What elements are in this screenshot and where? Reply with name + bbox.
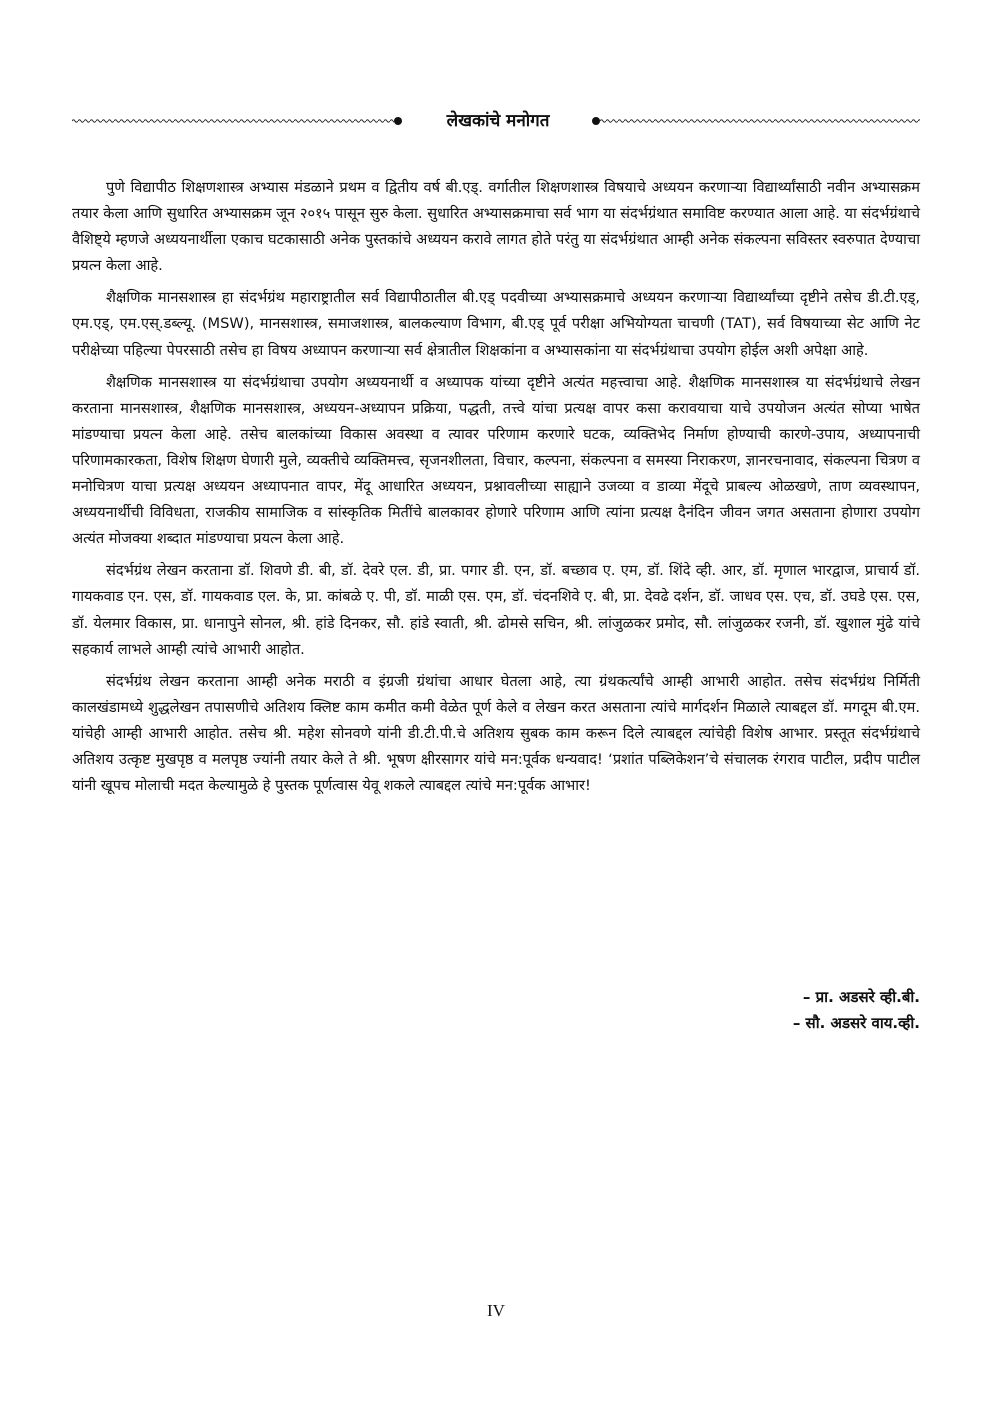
paragraph: संदर्भग्रंथ लेखन करताना आम्ही अनेक मराठी व इंग्रजी ग्रंथांचा आधार घेतला आहे, त्या ग्रंथकर्त्यांचे आम्ही आभारी आहोत. तसेच संदर्भग्रंथ निर्मिती कालखंडामध्ये शुद्धलेखन तपासणीचे अतिशय क्लिष्ट काम कमीत कमी वेळेत पूर्ण केले व लेखन करत असताना त्यांचे मार्गदर्शन मिळाले त्याबद्दल डॉ. मगदूम बी.एम. यांचेही आम्ही आभारी आहोत. तसेच श्री. महेश सोनवणे यांनी डी.टी.पी.चे अतिशय सुबक काम करून दिले त्याबद्दल त्यांचेही विशेष आभार. प्रस्तूत संदर्भग्रंथाचे अतिशय उत्कृष्ट मुखपृष्ठ व मलपृष्ठ ज्यांनी तयार केले ते श्री. भूषण क्षीरसागर यांचे मन:पूर्वक धन्यवाद! ‘प्रशांत पब्लिकेशन’चे संचालक रंगराव पाटील, प्रदीप पाटील यांनी खूपच मोलाची मदत केल्यामुळे हे पुस्तक पूर्णत्वास येवू शकले त्याबद्दल त्यांचे मन:पूर्वक आभार!	[72, 672, 920, 795]
paragraph: पुणे विद्यापीठ शिक्षणशास्त्र अभ्यास मंडळाने प्रथम व द्वितीय वर्ष बी.एड्. वर्गातील शिक्षणशास्त्र विषयाचे अध्ययन करणाऱ्या विद्यार्थ्यांसाठी नवीन अभ्यासक्रम तयार केला आणि सुधारित अभ्यासक्रम जून २०१५ पासून सुरु केला. सुधारित अभ्यासक्रमाचा सर्व भाग या संदर्भग्रंथात समाविष्ट करण्यात आला आहे. या संदर्भग्रंथाचे वैशिष्ट्ये म्हणजे अध्ययनार्थीला एकाच घटकासाठी अनेक पुस्तकांचे अध्ययन करावे लागत होते परंतु या संदर्भग्रंथात आम्ही अनेक संकल्पना सविस्तर स्वरुपात देण्याचा प्रयत्न केला आहे.	[72, 179, 920, 275]
page-number: IV	[487, 1301, 505, 1320]
paragraph: शैक्षणिक मानसशास्त्र हा संदर्भग्रंथ महाराष्ट्रातील सर्व विद्यापीठातील बी.एड् पदवीच्या अभ्यासक्रमाचे अध्ययन करणाऱ्या विद्यार्थ्यांच्या दृष्टीने तसेच डी.टी.एड्, एम.एड्, एम.एस्.डब्ल्यू. (MSW), मानसशास्त्र, समाजशास्त्र, बालकल्याण विभाग, बी.एड् पूर्व परीक्षा अभियोग्यता चाचणी (TAT), सर्व विषयाच्या सेट आणि नेट परीक्षेच्या पहिल्या पेपरसाठी तसेच हा विषय अध्यापन करणाऱ्या सर्व क्षेत्रातील शिक्षकांना व अभ्यासकांना या संदर्भग्रंथाचा उपयोग होईल अशी अपेक्षा आहे.	[72, 289, 920, 359]
right-wavy-rule	[600, 114, 920, 128]
page-title: लेखकांचे मनोगत	[446, 111, 550, 131]
paragraph: संदर्भग्रंथ लेखन करताना डॉ. शिवणे डी. बी, डॉ. देवरे एल. डी, प्रा. पगार डी. एन, डॉ. बच्छाव ए. एम, डॉ. शिंदे व्ही. आर, डॉ. मृणाल भारद्वाज, प्राचार्य डॉ. गायकवाड एन. एस, डॉ. गायकवाड एल. के, प्रा. कांबळे ए. पी, डॉ. माळी एस. एम, डॉ. चंदनशिवे ए. बी, प्रा. देवढे दर्शन, डॉ. जाधव एस. एच, डॉ. उघडे एस. एस, डॉ. येलमार विकास, प्रा. धानापुने सोनल, श्री. हांडे दिनकर, सौ. हांडे स्वाती, श्री. ढोमसे सचिन, श्री. लांजुळकर प्रमोद, सौ. लांजुळकर रजनी, डॉ. खुशाल मुंढे यांचे सहकार्य लाभले आम्ही त्यांचे आभारी आहोत.	[72, 562, 920, 658]
author-signatures	[793, 984, 920, 1036]
author-signature: – सौ. अडसरे वाय.व्ही.	[792, 1014, 920, 1032]
preface-body	[72, 175, 920, 805]
author-signature: – प्रा. अडसरे व्ही.बी.	[802, 988, 920, 1006]
paragraph: शैक्षणिक मानसशास्त्र या संदर्भग्रंथाचा उपयोग अध्ययनार्थी व अध्यापक यांच्या दृष्टीने अत्यंत महत्त्वाचा आहे. शैक्षणिक मानसशास्त्र या संदर्भग्रंथाचे लेखन करताना मानसशास्त्र, शैक्षणिक मानसशास्त्र, अध्ययन-अध्यापन प्रक्रिया, पद्धती, तत्त्वे यांचा प्रत्यक्ष वापर कसा करावयाचा याचे उपयोजन अत्यंत सोप्या भाषेत मांडण्याचा प्रयत्न केला आहे. तसेच बालकांच्या विकास अवस्था व त्यावर परिणाम करणारे घटक, व्यक्तिभेद निर्माण होण्याची कारणे-उपाय, अध्यापनाची परिणामकारकता, विशेष शिक्षण घेणारी मुले, व्यक्तीचे व्यक्तिमत्त्व, सृजनशीलता, विचार, कल्पना, संकल्पना व समस्या निराकरण, ज्ञानरचनावाद, संकल्पना चित्रण व मनोचित्रण याचा प्रत्यक्ष अध्ययन अध्यापनात वापर, मेंदू आधारित अध्ययन, प्रश्नावलीच्या साह्याने उजव्या व डाव्या मेंदूचे प्राबल्य ओळखणे, ताण व्यवस्थापन, अध्ययनार्थीची विविधता, राजकीय सामाजिक व सांस्कृतिक मितींचे बालकावर होणारे परिणाम आणि त्यांना प्रत्यक्ष दैनंदिन जीवन जगत असताना होणारा उपयोग अत्यंत मोजक्या शब्दात मांडण्याचा प्रयत्न केला आहे.	[72, 373, 920, 548]
left-wavy-rule	[72, 114, 394, 128]
section-heading	[72, 110, 920, 136]
heading-bullet-right	[592, 117, 600, 125]
heading-bullet-left	[394, 117, 402, 125]
